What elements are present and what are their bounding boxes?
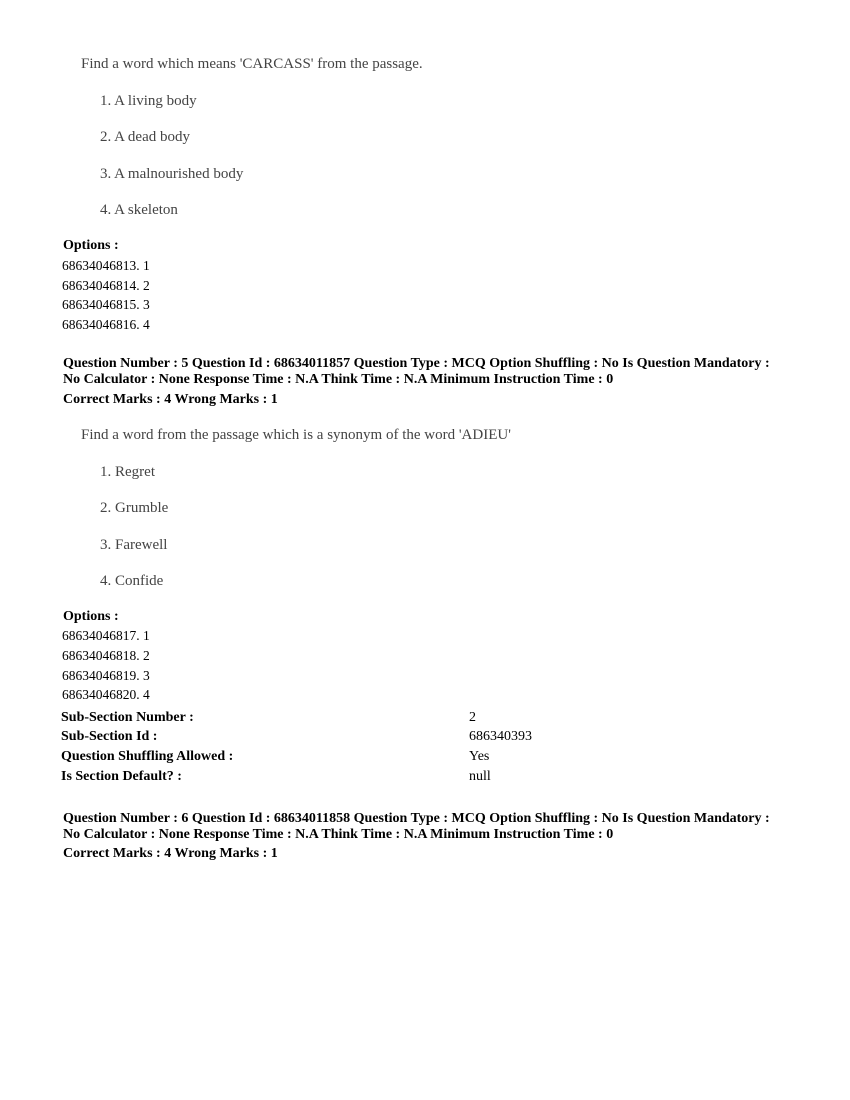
options-heading: Options :: [63, 238, 119, 253]
subsection-label: Sub-Section Number :: [61, 710, 194, 725]
option-id: 68634046815. 3: [62, 297, 150, 312]
question-6-meta-line2: No Calculator : None Response Time : N.A Think Time : N.A Minimum Instruction Time : 0: [63, 827, 614, 842]
question-stem: Find a word from the passage which is a synonym of the word 'ADIEU': [81, 427, 511, 443]
option-id: 68634046816. 4: [62, 317, 150, 332]
option-id: 68634046817. 1: [62, 628, 150, 643]
option-id: 68634046818. 2: [62, 648, 150, 663]
subsection-value: 686340393: [469, 729, 532, 744]
option-id: 68634046820. 4: [62, 687, 150, 702]
question-5-meta-line1: Question Number : 5 Question Id : 68634011857 Question Type : MCQ Option Shuffling : No Is Question Mandatory :: [63, 356, 770, 371]
option-id: 68634046814. 2: [62, 278, 150, 293]
subsection-label: Is Section Default? :: [61, 769, 182, 784]
subsection-label: Question Shuffling Allowed :: [61, 749, 234, 764]
subsection-value: Yes: [469, 749, 490, 764]
answer-choice: 4. A skeleton: [100, 202, 178, 218]
question-5-meta-line2: No Calculator : None Response Time : N.A Think Time : N.A Minimum Instruction Time : 0: [63, 372, 614, 387]
option-id: 68634046819. 3: [62, 668, 150, 683]
answer-choice: 1. A living body: [100, 93, 197, 109]
subsection-value: null: [469, 769, 491, 784]
answer-choice: 3. A malnourished body: [100, 166, 244, 182]
option-id: 68634046813. 1: [62, 258, 150, 273]
answer-choice: 1. Regret: [100, 464, 155, 480]
answer-choice: 3. Farewell: [100, 537, 168, 553]
question-6-marks: Correct Marks : 4 Wrong Marks : 1: [63, 846, 278, 861]
subsection-label: Sub-Section Id :: [61, 729, 158, 744]
answer-choice: 2. A dead body: [100, 129, 190, 145]
question-6-meta-line1: Question Number : 6 Question Id : 68634011858 Question Type : MCQ Option Shuffling : No Is Question Mandatory :: [63, 811, 770, 826]
question-5-marks: Correct Marks : 4 Wrong Marks : 1: [63, 392, 278, 407]
options-heading: Options :: [63, 609, 119, 624]
question-stem: Find a word which means 'CARCASS' from the passage.: [81, 56, 423, 72]
answer-choice: 2. Grumble: [100, 500, 169, 516]
answer-choice: 4. Confide: [100, 573, 164, 589]
subsection-value: 2: [469, 710, 476, 725]
